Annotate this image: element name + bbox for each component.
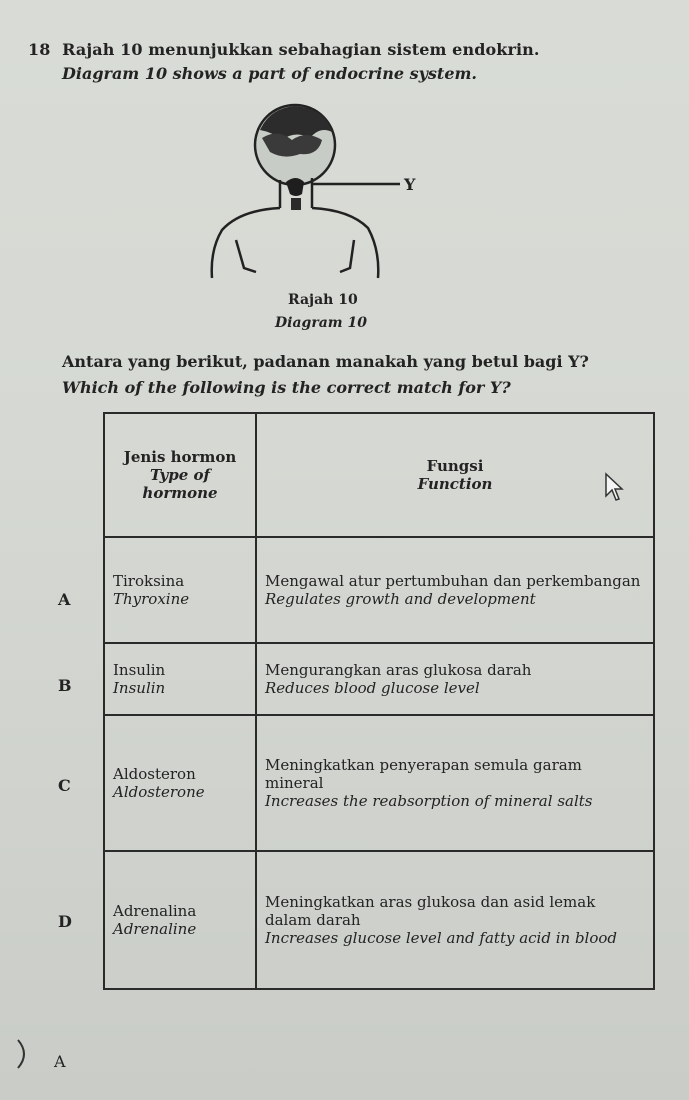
- function-ms: Meningkatkan penyerapan semula garam mineral: [265, 756, 582, 792]
- option-label-c[interactable]: C: [58, 776, 71, 795]
- header-function-en: Function: [417, 475, 493, 493]
- diagram-caption-ms: Rajah 10: [288, 292, 358, 308]
- function-en: Increases the reabsorption of mineral salts: [265, 792, 593, 810]
- diagram-caption-en: Diagram 10: [275, 315, 367, 331]
- prompt-ms: Antara yang berikut, padanan manakah yang betul bagi Y?: [62, 352, 589, 371]
- function-ms: Mengawal atur pertumbuhan dan perkembangan: [265, 572, 641, 590]
- endocrine-diagram: [200, 100, 460, 290]
- option-label-b[interactable]: B: [58, 676, 72, 695]
- hormone-ms: Tiroksina: [113, 572, 185, 590]
- hormone-cell: [104, 715, 256, 851]
- function-cell: [256, 537, 654, 643]
- function-cell: [256, 643, 654, 715]
- question-header: [28, 40, 540, 59]
- hormone-cell: [104, 537, 256, 643]
- hormone-ms: Insulin: [113, 661, 166, 679]
- hormone-ms: Adrenalina: [113, 902, 197, 920]
- left-arm-line: [236, 240, 256, 272]
- right-shoulder: [312, 208, 378, 278]
- prompt-en: Which of the following is the correct match for Y?: [62, 378, 511, 397]
- table-row[interactable]: [104, 851, 654, 989]
- function-en: Regulates growth and development: [265, 590, 536, 608]
- header-function: [256, 413, 654, 537]
- hormone-ms: Aldosteron: [113, 765, 196, 783]
- header-function-ms: Fungsi: [426, 457, 484, 475]
- table-row[interactable]: [104, 537, 654, 643]
- question-intro-en: Diagram 10 shows a part of endocrine system.: [62, 64, 477, 83]
- header-hormone-en: Type of hormone: [142, 466, 218, 502]
- function-ms: Mengurangkan aras glukosa darah: [265, 661, 532, 679]
- hormone-cell: [104, 643, 256, 715]
- question-number: 18: [28, 40, 51, 59]
- question-intro-ms: Rajah 10 menunjukkan sebahagian sistem endokrin.: [62, 40, 540, 59]
- bracket-mark-icon: [14, 1034, 36, 1074]
- thyroid-gland: [286, 178, 304, 196]
- function-en: Reduces blood glucose level: [265, 679, 480, 697]
- hormone-en: Adrenaline: [113, 920, 197, 938]
- hormone-en: Thyroxine: [113, 590, 190, 608]
- pointer-label-y: Y: [404, 175, 416, 194]
- function-cell: [256, 851, 654, 989]
- hormone-en: Insulin: [113, 679, 166, 697]
- function-cell: [256, 715, 654, 851]
- hormone-cell: [104, 851, 256, 989]
- header-hormone-type: [104, 413, 256, 537]
- table-header-row: [104, 413, 654, 537]
- mouse-cursor-icon: [604, 472, 624, 502]
- trachea: [291, 198, 301, 210]
- answer-options-table: [103, 412, 655, 990]
- table-row[interactable]: [104, 715, 654, 851]
- header-hormone-ms: Jenis hormon: [123, 448, 237, 466]
- hormone-en: Aldosterone: [113, 783, 205, 801]
- right-arm-line: [340, 240, 354, 272]
- table-row[interactable]: [104, 643, 654, 715]
- function-en: Increases glucose level and fatty acid in blood: [265, 929, 618, 947]
- answer-text[interactable]: A: [54, 1052, 66, 1071]
- option-label-d[interactable]: D: [58, 912, 72, 931]
- option-label-a[interactable]: A: [58, 590, 71, 609]
- function-ms: Meningkatkan aras glukosa dan asid lemak dalam darah: [265, 893, 596, 929]
